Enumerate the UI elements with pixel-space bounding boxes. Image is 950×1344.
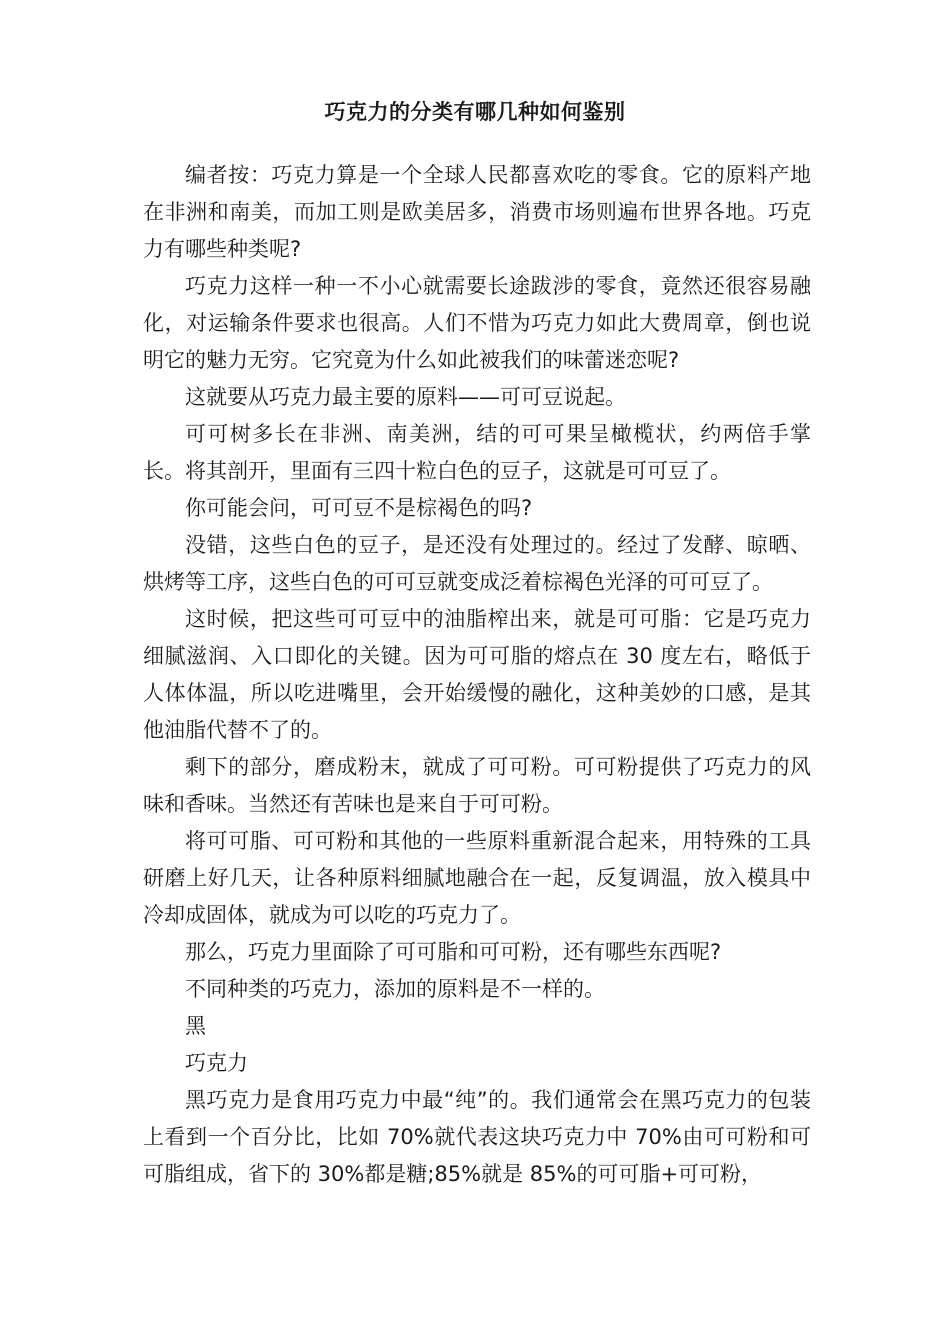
paragraph: 这时候，把这些可可豆中的油脂榨出来，就是可可脂：它是巧克力细腻滋润、入口即化的关键。因为可可脂的熔点在 30 度左右，略低于人体体温，所以吃进嘴里，会开始缓慢的融化，这种美妙的口感，是其他油脂代替不了的。 xyxy=(143,607,811,742)
section-heading-part: 巧克力 xyxy=(185,1051,248,1075)
document-body xyxy=(143,157,811,1193)
paragraph: 可可树多长在非洲、南美洲，结的可可果呈橄榄状，约两倍手掌长。将其剖开，里面有三四十粒白色的豆子，这就是可可豆了。 xyxy=(143,422,811,483)
paragraph: 你可能会问，可可豆不是棕褐色的吗? xyxy=(185,496,533,520)
paragraph: 不同种类的巧克力，添加的原料是不一样的。 xyxy=(185,977,605,1001)
paragraph: 没错，这些白色的豆子，是还没有处理过的。经过了发酵、晾晒、烘烤等工序，这些白色的可可豆就变成泛着棕褐色光泽的可可豆了。 xyxy=(143,533,811,594)
paragraph: 这就要从巧克力最主要的原料——可可豆说起。 xyxy=(185,385,626,409)
paragraph: 将可可脂、可可粉和其他的一些原料重新混合起来，用特殊的工具研磨上好几天，让各种原料细腻地融合在一起，反复调温，放入模具中冷却成固体，就成为可以吃的巧克力了。 xyxy=(143,829,811,927)
document-title: 巧克力的分类有哪几种如何鉴别 xyxy=(324,100,626,124)
paragraph-editor-note: 编者按：巧克力算是一个全球人民都喜欢吃的零食。它的原料产地在非洲和南美，而加工则是欧美居多，消费市场则遍布世界各地。巧克力有哪些种类呢? xyxy=(143,163,811,261)
paragraph: 那么，巧克力里面除了可可脂和可可粉，还有哪些东西呢? xyxy=(185,940,722,964)
paragraph: 黑巧克力是食用巧克力中最“纯”的。我们通常会在黑巧克力的包装上看到一个百分比，比如 70%就代表这块巧克力中 70%由可可粉和可可脂组成，省下的 30%都是糖;85%就是 85%的可可脂+可可粉， xyxy=(143,1088,811,1186)
paragraph: 剩下的部分，磨成粉末，就成了可可粉。可可粉提供了巧克力的风味和香味。当然还有苦味也是来自于可可粉。 xyxy=(143,755,811,816)
paragraph: 巧克力这样一种一不小心就需要长途跋涉的零食，竟然还很容易融化，对运输条件要求也很高。人们不惜为巧克力如此大费周章，倒也说明它的魅力无穷。它究竟为什么如此被我们的味蕾迷恋呢? xyxy=(143,274,811,372)
section-heading-part: 黑 xyxy=(185,1014,206,1038)
